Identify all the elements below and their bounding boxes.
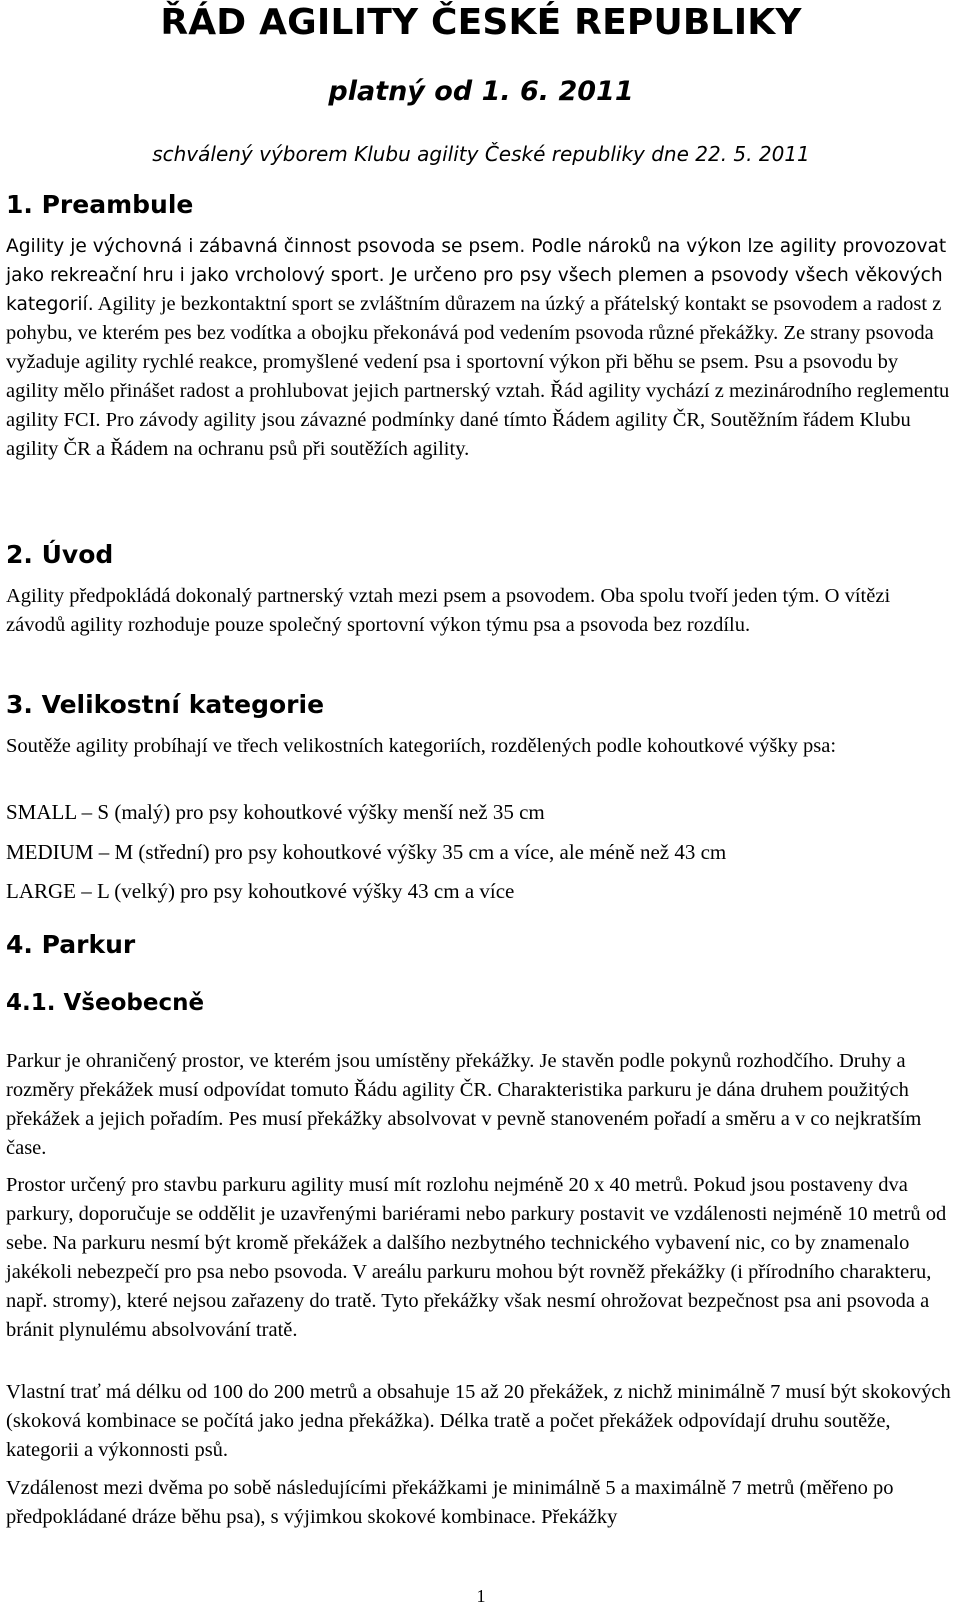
category-large: LARGE – L (velký) pro psy kohoutkové výšky 43 cm a více: [6, 879, 515, 903]
section-heading-parkur: 4. Parkur: [6, 930, 136, 959]
section-heading-velikostni-kategorie: 3. Velikostní kategorie: [6, 690, 325, 719]
preambule-sans-text: Agility je výchovná i zábavná činnost psovoda se psem. Podle nároků na výkon lze agility provozovat jako rekreační hru i jako vrcholový sport. Je určeno pro psy všech plemen a psovody všech věkových kategorií.: [6, 236, 947, 315]
parkur-paragraph-1: Parkur je ohraničený prostor, ve kterém jsou umístěny překážky. Je stavěn podle pokynů rozhodčího. Druhy a rozměry překážek musí odpovídat tomuto Řádu agility ČR. Charakteristika parkuru je dána druhem použitých překážek a jejich pořadím. Pes musí překážky absolvovat v pevně stanoveném pořadí a směru a v co nejkratším čase.: [6, 1050, 922, 1159]
uvod-paragraph: Agility předpokládá dokonalý partnerský vztah mezi psem a psovodem. Oba spolu tvoří jeden tým. O vítězi závodů agility rozhoduje pouze společný sportovní výkon týmu psa a psovoda bez rozdílu.: [6, 585, 891, 636]
category-small: SMALL – S (malý) pro psy kohoutkové výšky menší než 35 cm: [6, 800, 545, 824]
preambule-paragraph: [6, 232, 951, 464]
page-number: 1: [476, 1586, 486, 1606]
preambule-serif-text: Agility je bezkontaktní sport se zvláštním důrazem na úzký a přátelský kontakt se psovodem a radost z pohybu, ve kterém pes bez vodítka a obojku překonává pod vedením psovoda různé překážky. Ze strany psovoda vyžaduje agility rychlé reakce, promyšlené vedení psa i sportovní výkon při běhu se psem. Psu a psovodu by agility mělo přinášet radost a prohlubovat jejich partnerský vztah. Řád agility vychází z mezinárodního reglementu agility FCI. Pro závody agility jsou závazné podmínky dané tímto Řádem agility ČR, Soutěžním řádem Klubu agility ČR a Řádem na ochranu psů při soutěžích agility.: [6, 293, 950, 460]
section-heading-preambule: 1. Preambule: [6, 190, 194, 219]
approval-note: schválený výborem Klubu agility České republiky dne 22. 5. 2011: [152, 142, 810, 166]
section-heading-uvod: 2. Úvod: [6, 540, 114, 569]
parkur-paragraph-4: Vzdálenost mezi dvěma po sobě následujícími překážkami je minimálně 5 a maximálně 7 metrů (měřeno po předpokládané dráze běhu psa), s výjimkou skokové kombinace. Překážky: [6, 1477, 894, 1528]
parkur-paragraph-3: Vlastní trať má délku od 100 do 200 metrů a obsahuje 15 až 20 překážek, z nichž minimálně 7 musí být skokových (skoková kombinace se počítá jako jedna překážka). Délka tratě a počet překážek odpovídají druhu soutěže, kategorii a výkonnosti psů.: [6, 1381, 951, 1461]
categories-intro: Soutěže agility probíhají ve třech velikostních kategoriích, rozdělených podle kohoutkové výšky psa:: [6, 735, 837, 757]
valid-from: platný od 1. 6. 2011: [328, 76, 634, 107]
parkur-paragraph-2: Prostor určený pro stavbu parkuru agility musí mít rozlohu nejméně 20 x 40 metrů. Pokud jsou postaveny dva parkury, doporučuje se oddělit je uzavřenými bariérami nebo parkury postavit ve vzdálenosti nejméně 10 metrů od sebe. Na parkuru nesmí být kromě překážek a dalšího nezbytného technického vybavení nic, co by znamenalo jakékoli nebezpečí pro psa nebo psovoda. V areálu parkuru mohou být rovněž překážky (i přírodního charakteru, např. stromy), které nejsou zařazeny do tratě. Tyto překážky však nesmí ohrožovat bezpečnost psa ani psovoda a bránit plynulému absolvování tratě.: [6, 1174, 947, 1341]
category-medium: MEDIUM – M (střední) pro psy kohoutkové výšky 35 cm a více, ale méně než 43 cm: [6, 840, 727, 864]
subsection-heading-vseobecne: 4.1. Všeobecně: [6, 990, 205, 1016]
document-title: ŘÁD AGILITY ČESKÉ REPUBLIKY: [160, 2, 802, 43]
